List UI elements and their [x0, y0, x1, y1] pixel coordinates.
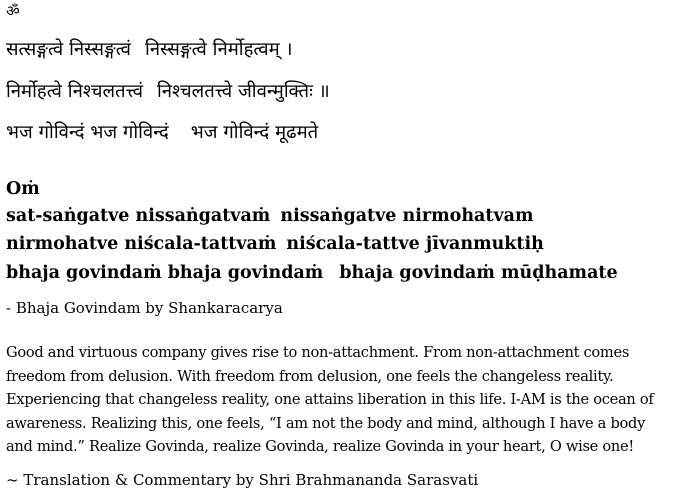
translation-line-3: Experiencing that changeless reality, one attains liberation in this life. I-AM is the ocean of — [6, 391, 654, 409]
transliteration-line-1 — [6, 205, 534, 227]
transliteration-line-2-part-1: nirmohatve niścala-tattvaṁ — [6, 234, 277, 254]
verse-source: - Bhaja Govindam by Shankaracarya — [6, 299, 283, 317]
transliteration-line-3-part-1: bhaja govindaṁ bhaja govindaṁ — [6, 263, 324, 283]
transliteration-line-2-part-2: niścala-tattve jīvanmuktiḥ — [286, 234, 544, 254]
devanagari-line-1-part-2: निस्सङ्गत्वे निर्मोहत्वम् । — [144, 39, 293, 60]
devanagari-line-2-part-1: निर्मोहत्वे निश्चलतत्त्वं — [6, 81, 143, 102]
translation-line-5: and mind.” Realize Govinda, realize Govinda, realize Govinda in your heart, O wise one! — [6, 438, 634, 456]
devanagari-line-2 — [6, 80, 330, 104]
translation-line-1: Good and virtuous company gives rise to non-attachment. From non-attachment comes — [6, 344, 630, 361]
devanagari-line-3-part-1: भज गोविन्दं भज गोविन्दं — [6, 122, 169, 143]
translation-line-4: awareness. Realizing this, one feels, “I am not the body and mind, although I have a body — [6, 414, 646, 432]
devanagari-line-3 — [6, 121, 318, 145]
transliteration-line-1-part-2: nissaṅgatve nirmohatvam — [280, 206, 534, 226]
transliteration-line-2 — [6, 233, 544, 255]
devanagari-line-3-part-2: भज गोविन्दं मूढमते — [190, 122, 319, 143]
translation-line-2: freedom from delusion. With freedom from delusion, one feels the changeless reality. — [6, 367, 614, 385]
devanagari-line-1 — [6, 38, 293, 62]
translation-paragraph — [6, 341, 690, 459]
translation-credit: ~ Translation & Commentary by Shri Brahmananda Sarasvati — [6, 471, 479, 489]
transliteration-line-3-part-2: bhaja govindaṁ mūḍhamate — [339, 263, 618, 283]
transliteration-line-3 — [6, 262, 618, 284]
transliteration-om: Oṁ — [6, 179, 40, 199]
om-symbol: ॐ — [6, 2, 20, 20]
devanagari-line-1-part-1: सत्सङ्गत्वे निस्सङ्गत्वं — [6, 39, 131, 60]
devanagari-line-2-part-2: निश्चलतत्त्वे जीवन्मुक्तिः ॥ — [157, 81, 330, 102]
transliteration-line-1-part-1: sat-saṅgatve nissaṅgatvaṁ — [6, 206, 271, 226]
